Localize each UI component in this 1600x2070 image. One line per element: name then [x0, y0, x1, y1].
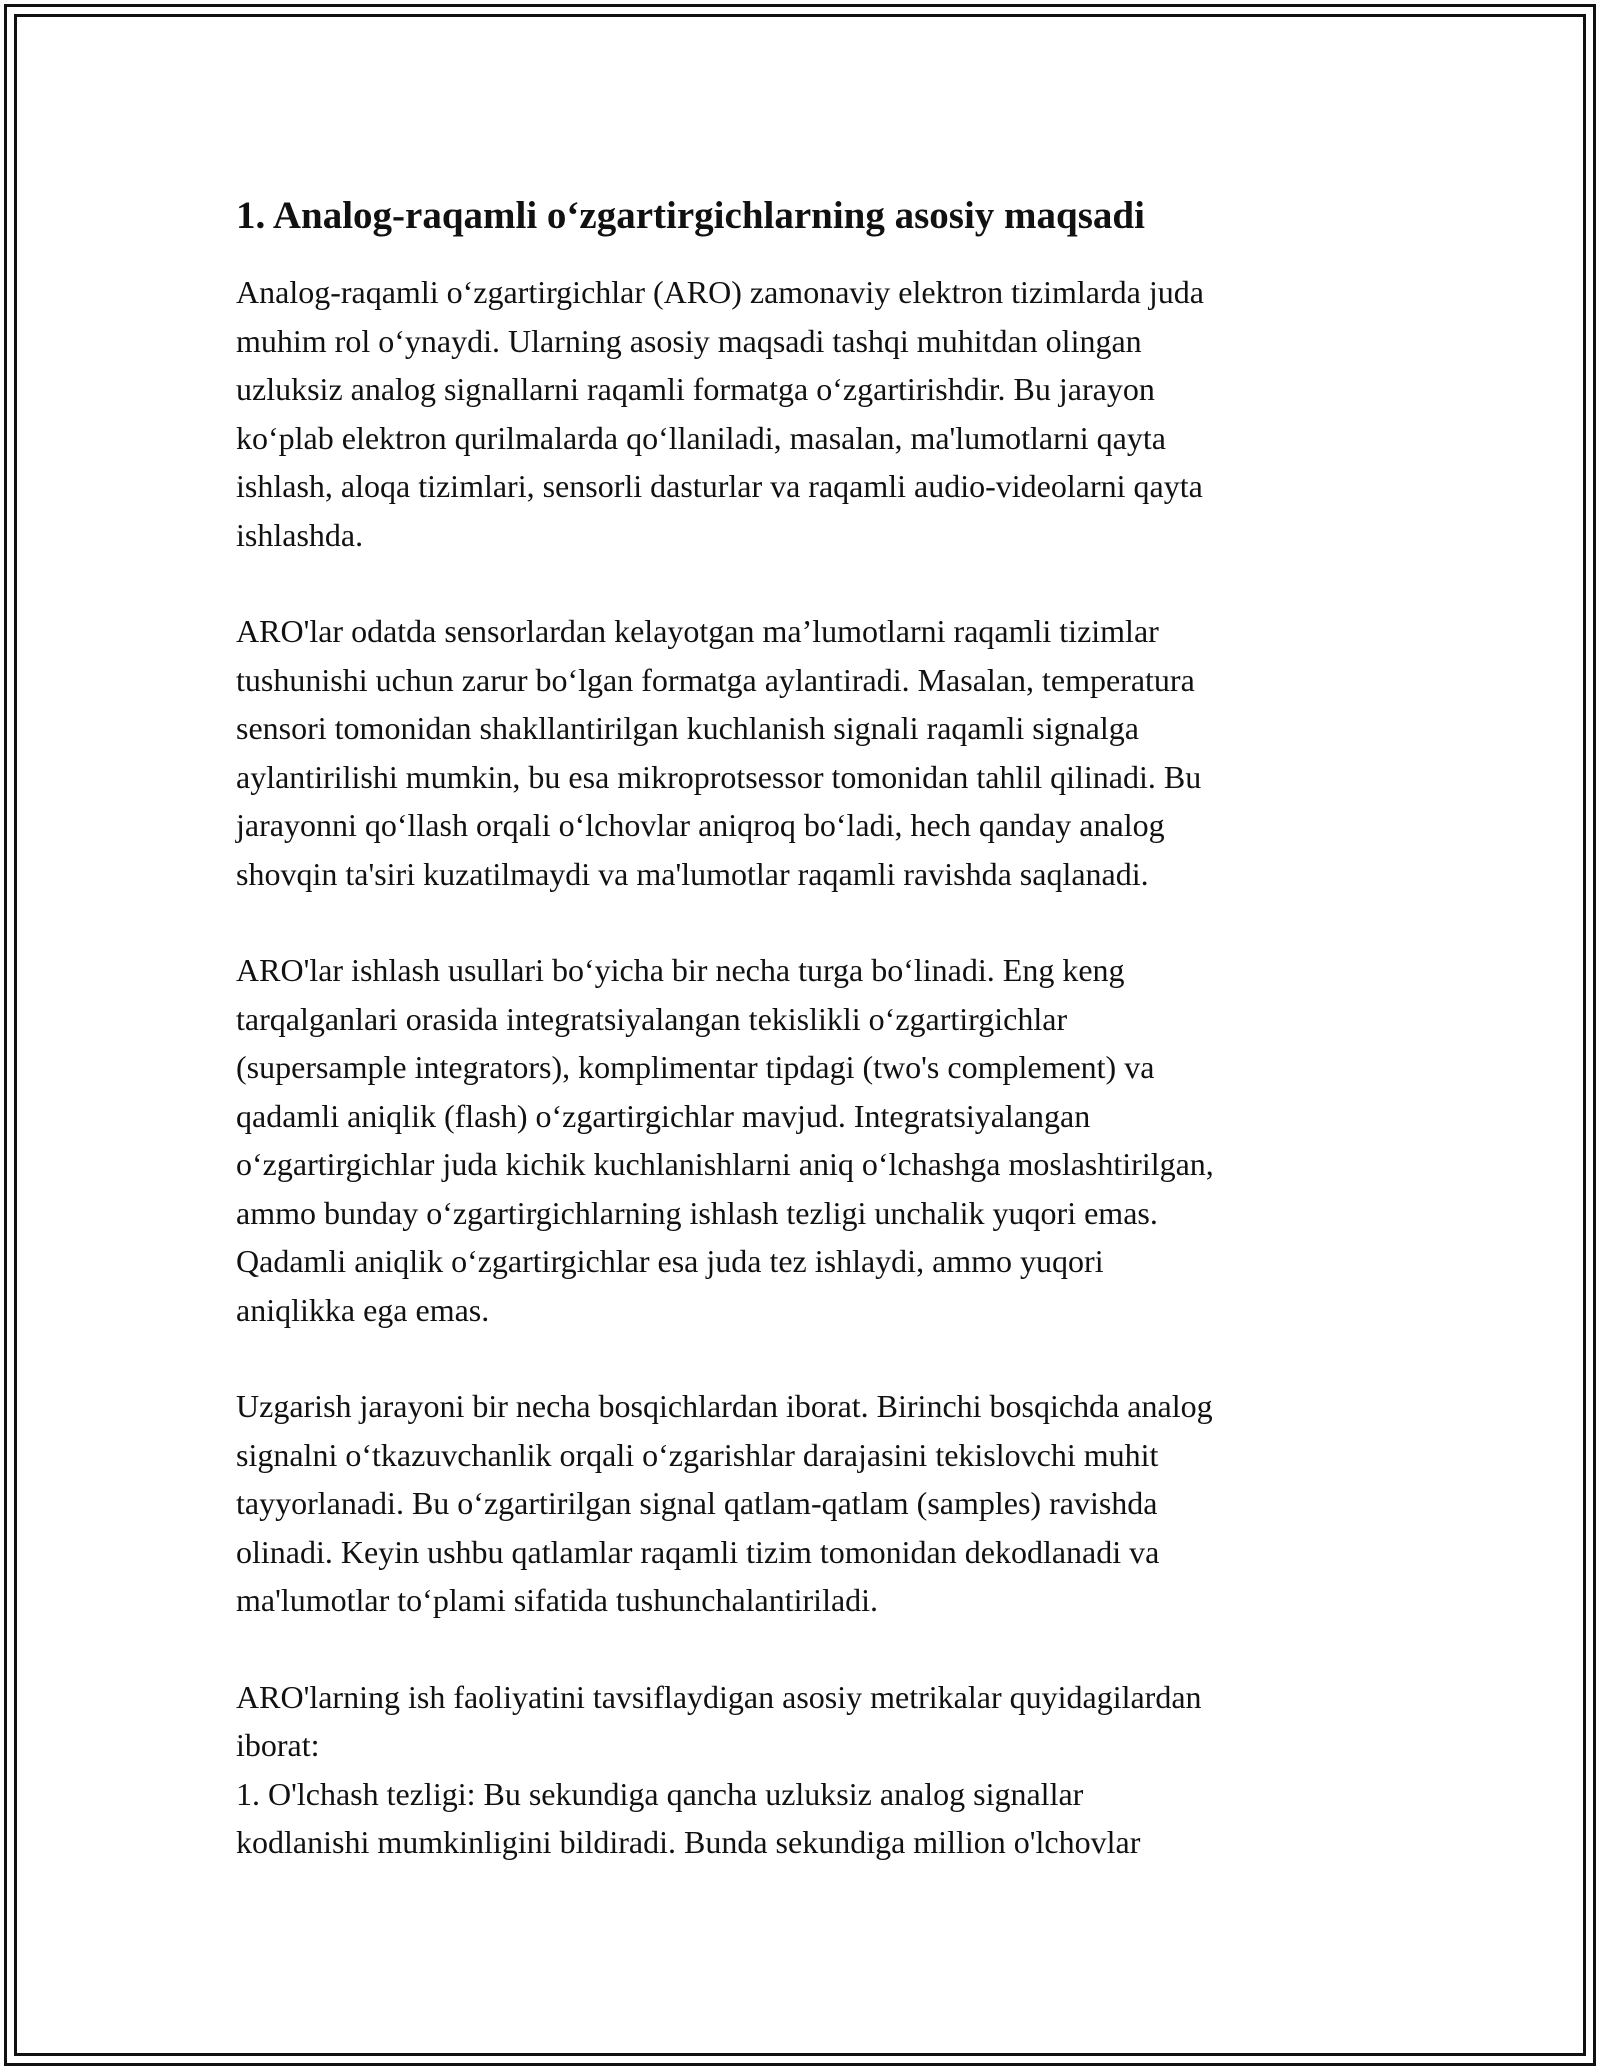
text-line: ARO'lar odatda sensorlardan kelayotgan ma’lumotlarni raqamli tizimlar	[236, 613, 1159, 649]
text-line: tushunishi uchun zarur bo‘lgan formatga aylantiradi. Masalan, temperatura	[236, 661, 1195, 698]
text-line: Analog-raqamli o‘zgartirgichlar (ARO) zamonaviy elektron tizimlarda juda	[236, 274, 1204, 310]
text-line: olinadi. Keyin ushbu qatlamlar raqamli tizim tomonidan dekodlanadi va	[236, 1533, 1160, 1570]
paragraph-sensor-conversion	[236, 607, 1366, 898]
paragraph-aro-types	[236, 946, 1366, 1334]
text-line: o‘zgartirgichlar juda kichik kuchlanishlarni aniq o‘lchashga moslashtirilgan,	[236, 1146, 1214, 1182]
text-line: ishlash, aloqa tizimlari, sensorli dasturlar va raqamli audio-videolarni qayta	[236, 468, 1203, 504]
text-line: tarqalganlari orasida integratsiyalangan tekislikli o‘zgartirgichlar	[236, 1000, 1068, 1037]
text-line: kodlanishi mumkinligini bildiradi. Bunda sekundiga million o'lchovlar	[236, 1824, 1141, 1860]
text-line: 1. O'lchash tezligi: Bu sekundiga qancha uzluksiz analog signallar	[236, 1775, 1084, 1812]
text-line: iborat:	[236, 1727, 320, 1763]
text-line: ARO'larning ish faoliyatini tavsiflaydigan asosiy metrikalar quyidagilardan	[236, 1678, 1202, 1715]
text-line: (supersample integrators), komplimentar tipdagi (two's complement) va	[236, 1049, 1155, 1085]
text-line: qadamli aniqlik (flash) o‘zgartirgichlar mavjud. Integratsiyalangan	[236, 1097, 1091, 1134]
text-line: shovqin ta'siri kuzatilmaydi va ma'lumotlar raqamli ravishda saqlanadi.	[236, 855, 1149, 892]
text-line: Qadamli aniqlik o‘zgartirgichlar esa juda tez ishlaydi, ammo yuqori	[236, 1243, 1104, 1279]
text-line: jarayonni qo‘llash orqali o‘lchovlar aniqroq bo‘ladi, hech qanday analog	[236, 807, 1165, 843]
text-line: tayyorlanadi. Bu o‘zgartirilgan signal qatlam-qatlam (samples) ravishda	[236, 1485, 1158, 1521]
text-line: aniqlikka ega emas.	[236, 1291, 490, 1328]
text-line: ma'lumotlar to‘plami sifatida tushunchalantiriladi.	[236, 1582, 879, 1618]
page-title: 1. Analog-raqamli o‘zgartirgichlarning asosiy maqsadi	[236, 194, 1145, 237]
paragraph-aro-metrics	[236, 1673, 1366, 1867]
text-line: signalni o‘tkazuvchanlik orqali o‘zgarishlar darajasini tekislovchi muhit	[236, 1436, 1159, 1473]
text-line: muhim rol o‘ynaydi. Ularning asosiy maqsadi tashqi muhitdan olingan	[236, 322, 1142, 359]
text-line: aylantirilishi mumkin, bu esa mikroprotsessor tomonidan tahlil qilinadi. Bu	[236, 758, 1202, 795]
paragraph-conversion-stages	[236, 1382, 1366, 1625]
text-line: sensori tomonidan shakllantirilgan kuchlanish signali raqamli signalga	[236, 710, 1139, 746]
text-line: ARO'lar ishlash usullari bo‘yicha bir necha turga bo‘linadi. Eng keng	[236, 952, 1125, 988]
text-line: Uzgarish jarayoni bir necha bosqichlardan iborat. Birinchi bosqichda analog	[236, 1388, 1213, 1424]
paragraph-aro-purpose	[236, 268, 1366, 559]
text-line: ko‘plab elektron qurilmalarda qo‘llaniladi, masalan, ma'lumotlarni qayta	[236, 419, 1166, 456]
text-line: uzluksiz analog signallarni raqamli formatga o‘zgartirishdir. Bu jarayon	[236, 371, 1155, 407]
text-line: ishlashda.	[236, 516, 364, 553]
document-body	[236, 188, 1366, 1867]
text-line: ammo bunday o‘zgartirgichlarning ishlash tezligi unchalik yuqori emas.	[236, 1194, 1158, 1231]
